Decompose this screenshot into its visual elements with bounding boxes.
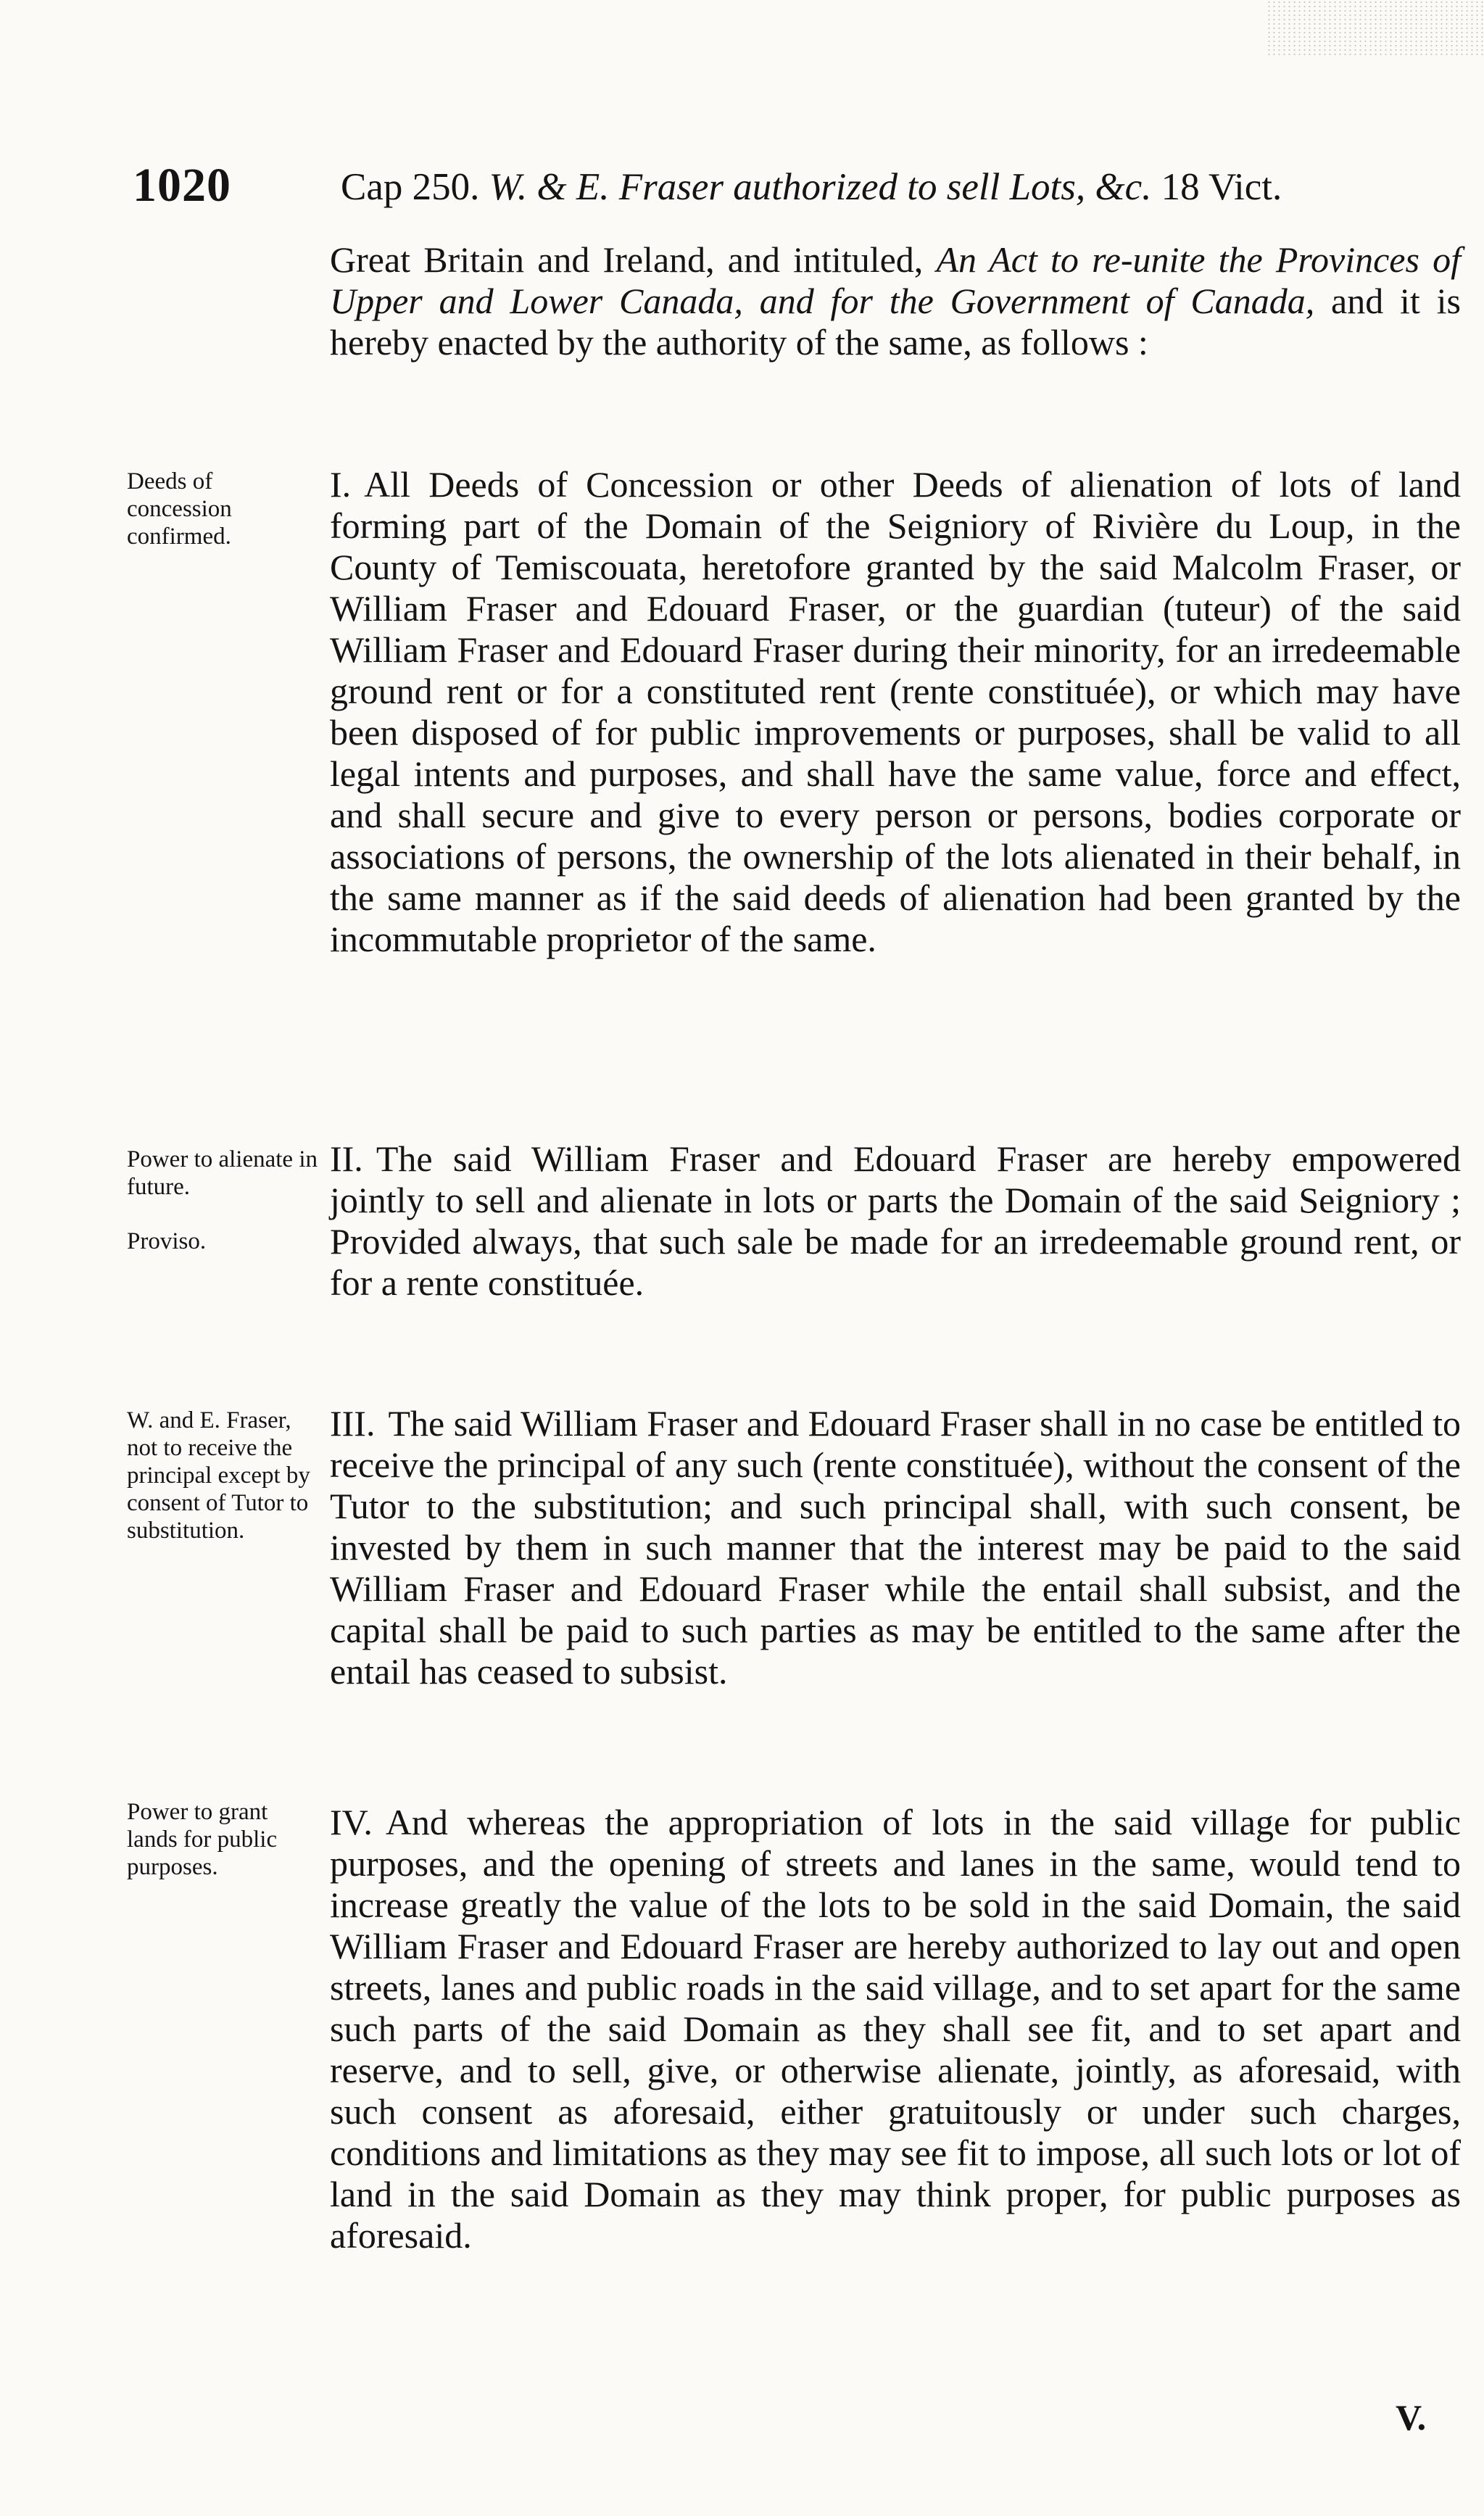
section-3	[330, 1403, 1461, 1692]
section-number: IV.	[330, 1802, 373, 1842]
intro-paragraph	[330, 239, 1461, 363]
section-text: The said William Fraser and Edouard Fraser shall in no case be entitled to receive the principal of any such (rente constituée), without the consent of the Tutor to the substitution; and such principal shall, with such consent, be invested by them in such manner that the interest may be paid to the said William Fraser and Edouard Fraser while the entail shall subsist, and the capital shall be paid to such parties as may be entitled to the same after the entail has ceased to subsist.	[330, 1403, 1461, 1692]
section-text: The said William Fraser and Edouard Fraser are hereby empowered jointly to sell and alienate in lots or parts the Domain of the said Seigniory ; Provided always, that such sale be made for an irredeemable ground rent, or for a rente constituée.	[330, 1138, 1461, 1303]
section-text: And whereas the appropriation of lots in the said village for public purposes, and the opening of streets and lanes in the same, would tend to increase greatly the value of the lots to be sold in the said Domain, the said William Fraser and Edouard Fraser are hereby authorized to lay out and open streets, lanes and public roads in the said village, and to set apart for the same such parts of the said Domain as they shall see fit, and to set apart and reserve, and to sell, give, or otherwise alienate, jointly, as aforesaid, with such consent as aforesaid, either gratuitously or under such charges, conditions and limitations as they may see fit to impose, all such lots or lot of land in the said Domain as they may think proper, for public purposes as aforesaid.	[330, 1802, 1461, 2256]
regnal-year: 18 Vict.	[1161, 166, 1282, 208]
running-head	[341, 165, 1472, 209]
section-text: All Deeds of Concession or other Deeds of alienation of lots of land forming part of the Domain of the Seigniory of Rivière du Loup, in the County of Temiscouata, heretofore granted by the said Malcolm Fraser, or William Fraser and Edouard Fraser, or the guardian (tuteur) of the said William Fraser and Edouard Fraser during their minority, for an irredeemable ground rent or for a constituted rent (rente constituée), or which may have been disposed of for public improvements or purposes, shall be valid to all legal intents and purposes, and shall have the same value, force and effect, and shall secure and give to every person or persons, bodies corporate or associations of persons, the ownership of the lots alienated in their behalf, in the same manner as if the said deeds of alienation had been granted by the incommutable proprietor of the same.	[330, 464, 1461, 959]
section-1	[330, 464, 1461, 960]
scan-noise	[1267, 0, 1484, 58]
chapter-title: W. & E. Fraser authorized to sell Lots, &c.	[489, 166, 1152, 208]
margin-note-proviso: Proviso.	[127, 1228, 207, 1254]
page-number: 1020	[133, 159, 231, 212]
act-title: An Act to re-unite the Provinces of Upper and Lower Canada, and for the Government of Canada,	[330, 239, 1462, 321]
section-4	[330, 1802, 1461, 2256]
section-number: II.	[330, 1138, 363, 1179]
intro-tail: and it is hereby enacted by the authority of the same, as follows :	[330, 281, 1461, 363]
catchword: V.	[1396, 2397, 1427, 2438]
chapter-number: Cap 250.	[341, 166, 480, 208]
section-number: III.	[330, 1403, 376, 1444]
section-number: I.	[330, 464, 352, 505]
margin-note-principal: W. and E. Fraser, not to receive the principal except by consent of Tutor to substitution.	[127, 1407, 310, 1544]
margin-note-power-alienate: Power to alienate in future.	[127, 1146, 318, 1200]
margin-note-deeds: Deeds of concession confirmed.	[127, 468, 232, 550]
margin-note-public-purposes: Power to grant lands for public purposes.	[127, 1799, 278, 1880]
section-2	[330, 1138, 1461, 1304]
running-header	[0, 145, 1484, 225]
intro-lead: Great Britain and Ireland, and intituled,	[330, 239, 924, 280]
